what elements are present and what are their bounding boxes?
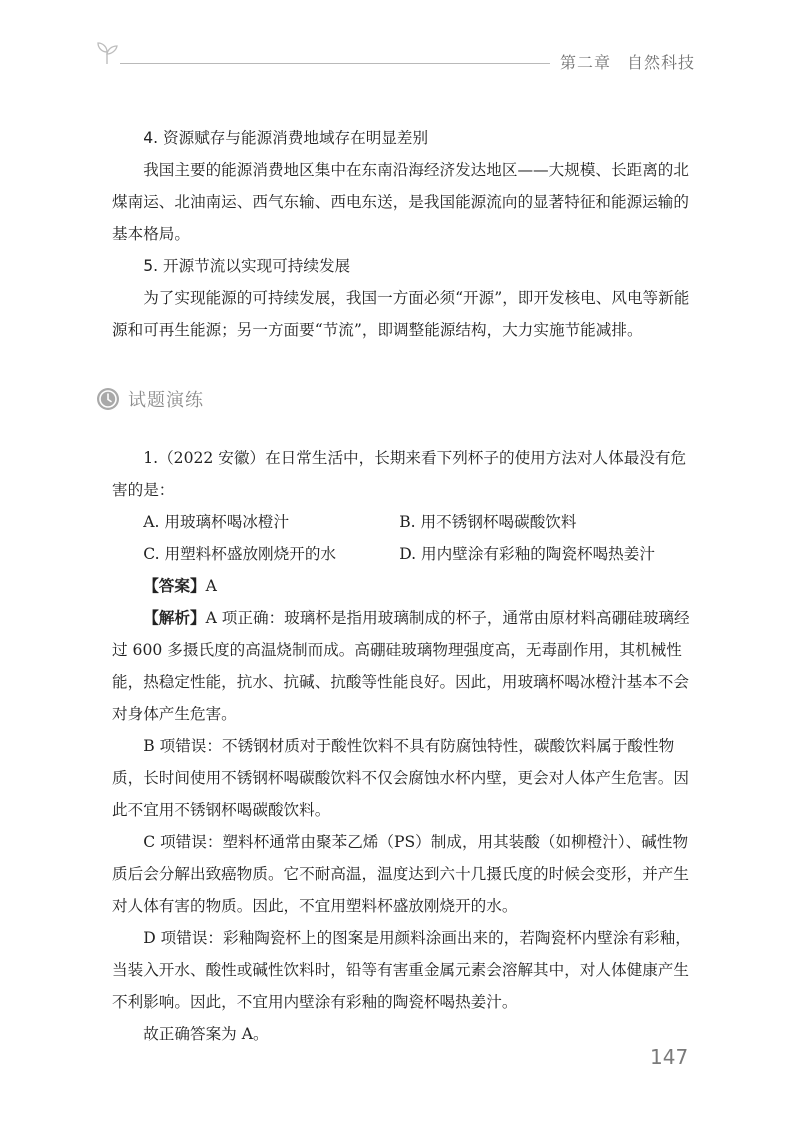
analysis-b: B 项错误：不锈钢材质对于酸性饮料不具有防腐蚀特性，碳酸饮料属于酸性物质，长时间使用不锈钢杯喝碳酸饮料不仅会腐蚀水杯内壁，更会对人体产生危害。因此不宜用不锈钢杯喝碳酸饮料。 xyxy=(112,737,689,819)
option-b: B. 用不锈钢杯喝碳酸饮料 xyxy=(399,513,577,531)
question-block xyxy=(112,442,692,1050)
header-rule xyxy=(120,63,550,64)
section-heading xyxy=(96,383,204,415)
analysis-d: D 项错误：彩釉陶瓷杯上的图案是用颜料涂画出来的，若陶瓷杯内壁涂有彩釉，当装入开水、酸性或碱性饮料时，铅等有害重金属元素会溶解其中，对人体健康产生不利影响。因此，不宜用内壁涂有彩釉的陶瓷杯喝热姜汁。 xyxy=(112,929,691,1011)
analysis-c: C 项错误：塑料杯通常由聚苯乙烯（PS）制成，用其装酸（如柳橙汁）、碱性物质后会分解出致癌物质。它不耐高温，温度达到六十几摄氏度的时候会变形，并产生对人体有害的物质。因此，不宜用塑料杯盛放刚烧开的水。 xyxy=(112,833,689,915)
heading-4: 4. 资源赋存与能源消费地域存在明显差别 xyxy=(143,129,429,147)
paragraph-5: 为了实现能源的可持续发展，我国一方面必须“开源”，即开发核电、风电等新能源和可再生能源；另一方面要“节流”，即调整能源结构，大力实施节能减排。 xyxy=(112,289,690,339)
page-number: 147 xyxy=(650,1045,689,1069)
conclusion: 故正确答案为 A。 xyxy=(143,1025,269,1043)
answer-value: A xyxy=(205,577,217,595)
paragraph-4: 我国主要的能源消费地区集中在东南沿海经济发达地区——大规模、长距离的北煤南运、北油南运、西气东输、西电东送，是我国能源流向的显著特征和能源运输的基本格局。 xyxy=(112,161,689,243)
option-a: A. 用玻璃杯喝冰橙汁 xyxy=(143,513,290,531)
analysis-tag: 【解析】 xyxy=(143,609,206,627)
option-list xyxy=(112,506,692,570)
option-d: D. 用内壁涂有彩釉的陶瓷杯喝热姜汁 xyxy=(399,545,655,563)
analysis-a xyxy=(112,602,692,730)
page-header xyxy=(0,0,800,80)
chapter-title: 自然科技 xyxy=(627,53,696,72)
section-title: 试题演练 xyxy=(128,390,204,411)
chapter-number: 第二章 xyxy=(560,53,612,72)
content-block xyxy=(112,122,692,346)
option-c: C. 用塑料杯盛放刚烧开的水 xyxy=(143,545,337,563)
analysis-a-text: A 项正确：玻璃杯是指用玻璃制成的杯子，通常由原材料高硼硅玻璃经过 600 多摄氏度的高温烧制而成。高硼硅玻璃物理强度高，无毒副作用，其机械性能，热稳定性能，抗水、抗碱、抗酸等性能良好。因此，用玻璃杯喝冰橙汁基本不会对身体产生危害。 xyxy=(112,609,690,723)
chapter-label xyxy=(560,50,695,73)
answer-tag: 【答案】 xyxy=(143,577,206,595)
question-stem: 1.（2022 安徽）在日常生活中，长期来看下列杯子的使用方法对人体最没有危害的是： xyxy=(112,449,687,499)
heading-5: 5. 开源节流以实现可持续发展 xyxy=(143,257,351,275)
clock-icon xyxy=(96,387,120,411)
answer-line xyxy=(112,570,692,602)
sprout-icon xyxy=(92,38,122,66)
